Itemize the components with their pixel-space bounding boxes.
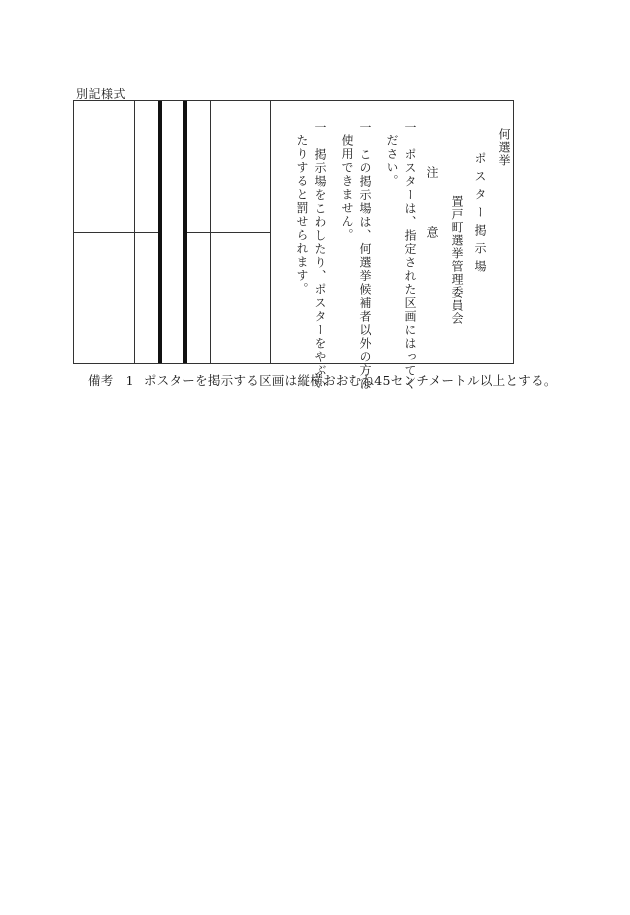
grid-row-line-right	[187, 232, 270, 233]
thick-divider-left	[158, 101, 162, 363]
note-3-line-1: 一 掲示場をこわしたり、ポスターをやぶい	[313, 121, 327, 391]
note-1-line-2: ださい。	[385, 134, 399, 188]
board-title: ポスター掲示場	[473, 152, 487, 278]
election-name: 何選挙	[497, 128, 511, 167]
note-2-line-1: 一 この掲示場は、何選挙候補者以外の方は	[358, 121, 372, 391]
form-label: 別記様式	[76, 87, 127, 101]
remark-label: 備考	[88, 373, 114, 388]
remark	[88, 371, 557, 389]
note-2-line-2: 使用できません。	[340, 134, 354, 242]
note-1-line-1: 一 ポスターは、指定された区画にはってく	[403, 121, 417, 391]
note-heading: 注意	[425, 166, 439, 286]
grid-divider-3	[270, 101, 271, 363]
remark-number: 1	[125, 373, 134, 388]
issuer-name: 置戸町選挙管理委員会	[450, 195, 464, 325]
note-3-line-2: たりすると罰せられます。	[295, 134, 309, 296]
grid-row-line-left	[74, 232, 158, 233]
remark-text: ポスターを掲示する区画は縦横おおむね45センチメートル以上とする。	[143, 373, 557, 388]
